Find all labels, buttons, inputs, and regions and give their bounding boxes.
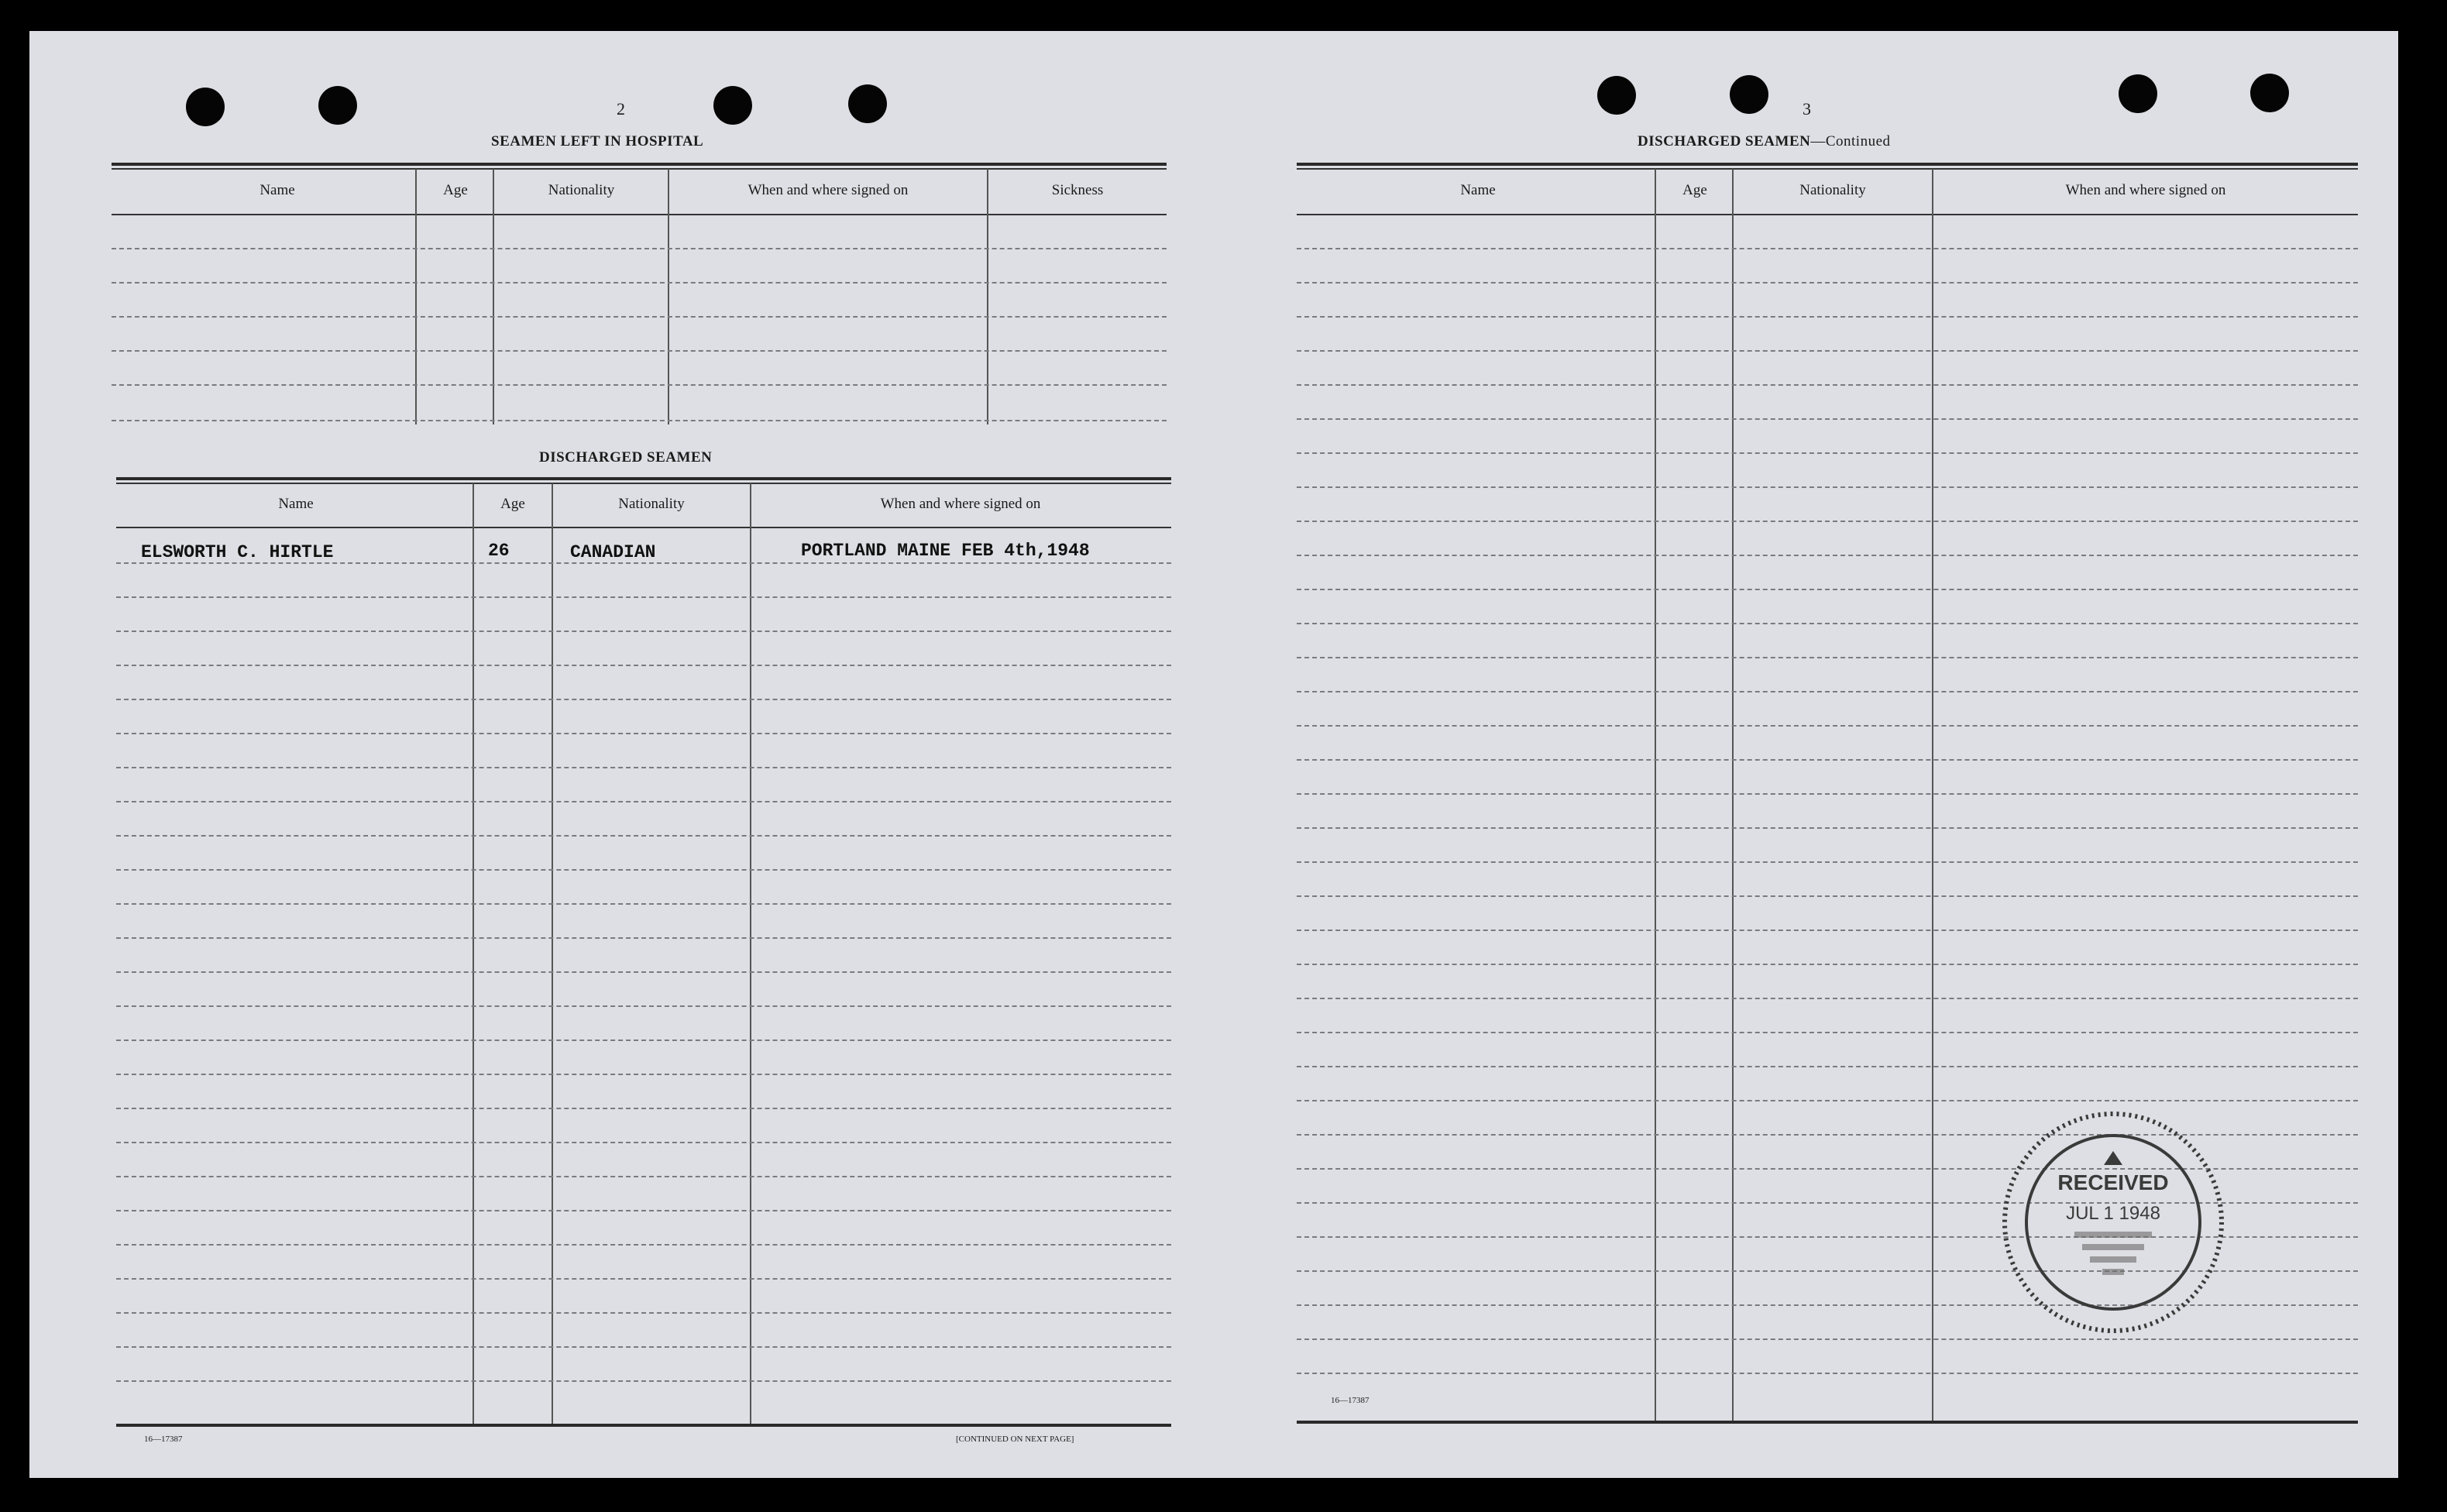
hospital-section-title: SEAMEN LEFT IN HOSPITAL: [491, 133, 704, 149]
row-rule: [1297, 589, 2358, 590]
row-rule: [1297, 555, 2358, 556]
seaman-age: 26: [488, 541, 510, 561]
column-header-age: Age: [500, 496, 525, 512]
column-header-name: Name: [278, 496, 314, 512]
table-bottom-rule: [1297, 1421, 2358, 1424]
received-stamp: [1997, 1106, 2229, 1338]
row-rule: [1297, 316, 2358, 318]
stamp-smudge: [2102, 1269, 2124, 1275]
table-top-rule: [1297, 168, 2358, 170]
stamp-smudge: [2074, 1232, 2152, 1238]
column-header-age: Age: [443, 182, 468, 198]
row-rule: [1297, 452, 2358, 454]
row-rule: [1297, 964, 2358, 965]
page-number: 2: [617, 99, 625, 119]
row-rule: [1297, 1373, 2358, 1374]
continued-note: [CONTINUED ON NEXT PAGE]: [956, 1435, 1074, 1444]
right-page-title: [1638, 133, 1891, 150]
row-rule: [1297, 248, 2358, 249]
page-number: 3: [1803, 99, 1811, 119]
column-header-signed-on: When and where signed on: [880, 496, 1041, 512]
row-rule: [1297, 1100, 2358, 1101]
stamp-text: RECEIVED: [2057, 1170, 2169, 1194]
row-rule: [1297, 657, 2358, 658]
table-top-rule: [1297, 163, 2358, 166]
column-header-name: Name: [1460, 182, 1496, 198]
row-rule: [1297, 827, 2358, 829]
stamp-smudge: [2090, 1256, 2136, 1263]
column-header-nationality: Nationality: [618, 496, 685, 512]
right-page: [29, 31, 2398, 1478]
row-rule: [1297, 1066, 2358, 1067]
column-header-name: Name: [259, 182, 295, 198]
row-rule: [1297, 1338, 2358, 1340]
seaman-name: ELSWORTH C. HIRTLE: [141, 542, 334, 562]
row-rule: [1297, 623, 2358, 624]
document-sheet: [29, 31, 2398, 1478]
column-header-age: Age: [1682, 182, 1707, 198]
right-page-title-main: DISCHARGED SEAMEN: [1638, 133, 1811, 149]
row-rule: [1297, 521, 2358, 522]
discharged-section-title: DISCHARGED SEAMEN: [539, 449, 713, 466]
row-rule: [1297, 861, 2358, 863]
form-number: 16—17387: [144, 1435, 183, 1444]
stamp-arrow-icon: [2104, 1151, 2122, 1165]
row-rule: [1297, 384, 2358, 386]
row-rule: [1297, 895, 2358, 897]
row-rule: [1297, 691, 2358, 692]
column-header-signed-on: When and where signed on: [2065, 182, 2226, 198]
seaman-signed-on: PORTLAND MAINE FEB 4th,1948: [801, 541, 1090, 561]
form-number: 16—17387: [1331, 1396, 1370, 1405]
row-rule: [1297, 793, 2358, 795]
row-rule: [1297, 725, 2358, 727]
row-rule: [1297, 282, 2358, 284]
seaman-nationality: CANADIAN: [570, 542, 656, 562]
row-rule: [1297, 930, 2358, 931]
stamp-date: JUL 1 1948: [2066, 1203, 2160, 1224]
row-rule: [1297, 418, 2358, 420]
column-header-nationality: Nationality: [1799, 182, 1866, 198]
row-rule: [1297, 759, 2358, 761]
right-page-title-suffix: —Continued: [1810, 133, 1891, 149]
row-rule: [1297, 998, 2358, 999]
column-header-sickness: Sickness: [1051, 182, 1104, 198]
row-rule: [1297, 350, 2358, 352]
row-rule: [1297, 1032, 2358, 1033]
column-header-signed-on: When and where signed on: [748, 182, 909, 198]
stamp-smudge: [2082, 1244, 2144, 1250]
row-rule: [1297, 486, 2358, 488]
column-header-nationality: Nationality: [548, 182, 615, 198]
